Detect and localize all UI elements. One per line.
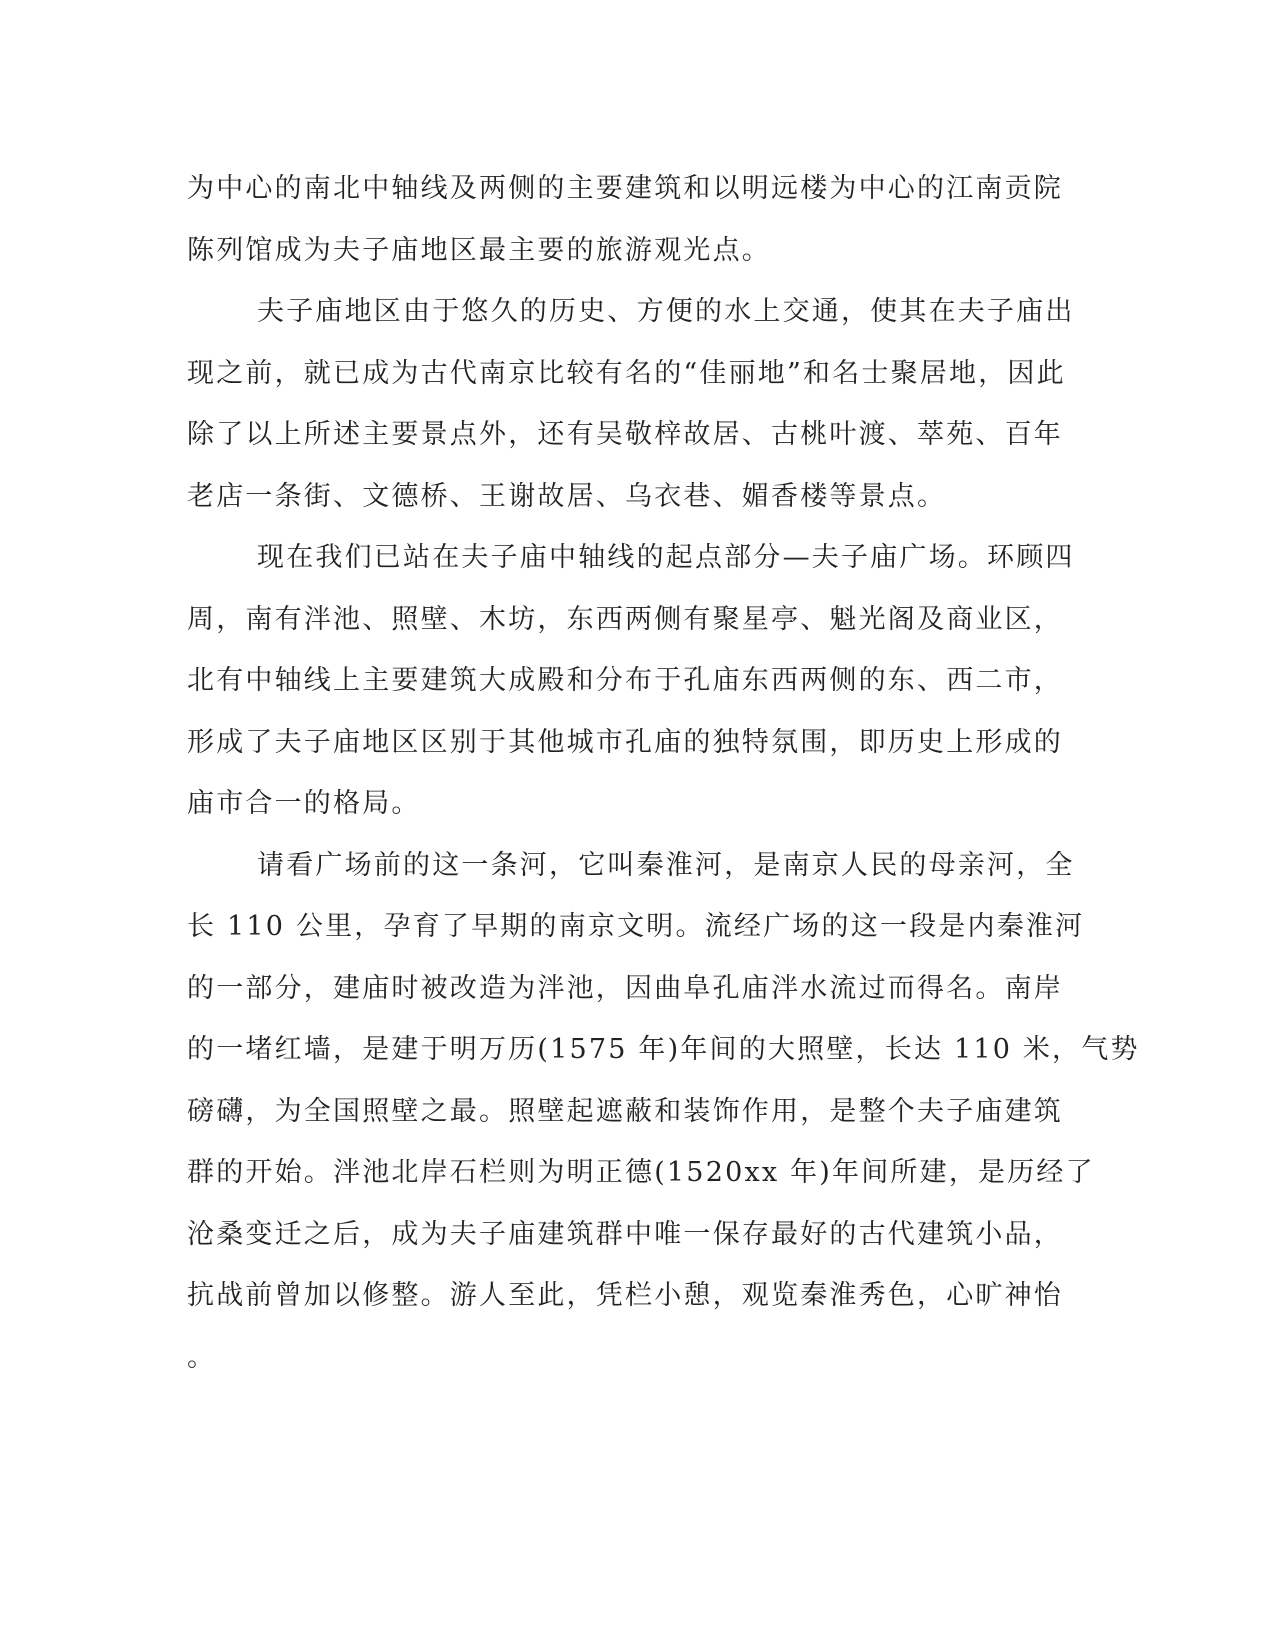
text-line: 形成了夫子庙地区区别于其他城市孔庙的独特氛围，即历史上形成的 [187,726,1063,758]
text-line: 现之前，就已成为古代南京比较有名的“佳丽地”和名士聚居地，因此 [187,357,1066,389]
text-line: 的一部分，建庙时被改造为泮池，因曲阜孔庙泮水流过而得名。南岸 [187,972,1063,1004]
text-line: 现在我们已站在夫子庙中轴线的起点部分—夫子庙广场。环顾四 [257,542,1075,573]
text-line: 。 [187,1341,217,1373]
body-text [187,158,1140,1388]
text-line: 庙市合一的格局。 [187,788,421,819]
text-line: 陈列馆成为夫子庙地区最主要的旅游观光点。 [187,234,771,266]
text-line: 磅礴，为全国照壁之最。照壁起遮蔽和装饰作用，是整个夫子庙建筑 [187,1095,1063,1127]
text-line: 长 110 公里，孕育了早期的南京文明。流经广场的这一段是内秦淮河 [187,911,1085,942]
text-line: 为中心的南北中轴线及两侧的主要建筑和以明远楼为中心的江南贡院 [187,173,1063,204]
text-line: 请看广场前的这一条河，它叫秦淮河，是南京人民的母亲河，全 [257,849,1075,881]
text-line: 沧桑变迁之后，成为夫子庙建筑群中唯一保存最好的古代建筑小品， [187,1218,1063,1250]
text-line: 抗战前曾加以修整。游人至此，凭栏小憩，观览秦淮秀色，心旷神怡 [187,1280,1063,1311]
text-line: 老店一条街、文德桥、王谢故居、乌衣巷、媚香楼等景点。 [187,480,947,512]
text-line: 周，南有泮池、照壁、木坊，东西两侧有聚星亭、魁光阁及商业区， [187,603,1063,635]
text-line: 夫子庙地区由于悠久的历史、方便的水上交通，使其在夫子庙出 [257,296,1075,327]
text-line: 的一堵红墙，是建于明万历(1575 年)年间的大照壁，长达 110 米，气势 [187,1034,1140,1065]
text-line: 群的开始。泮池北岸石栏则为明正德(1520xx 年)年间所建，是历经了 [187,1157,1095,1188]
text-line: 除了以上所述主要景点外，还有吴敬梓故居、古桃叶渡、萃苑、百年 [187,419,1063,450]
text-line: 北有中轴线上主要建筑大成殿和分布于孔庙东西两侧的东、西二市， [187,665,1063,696]
